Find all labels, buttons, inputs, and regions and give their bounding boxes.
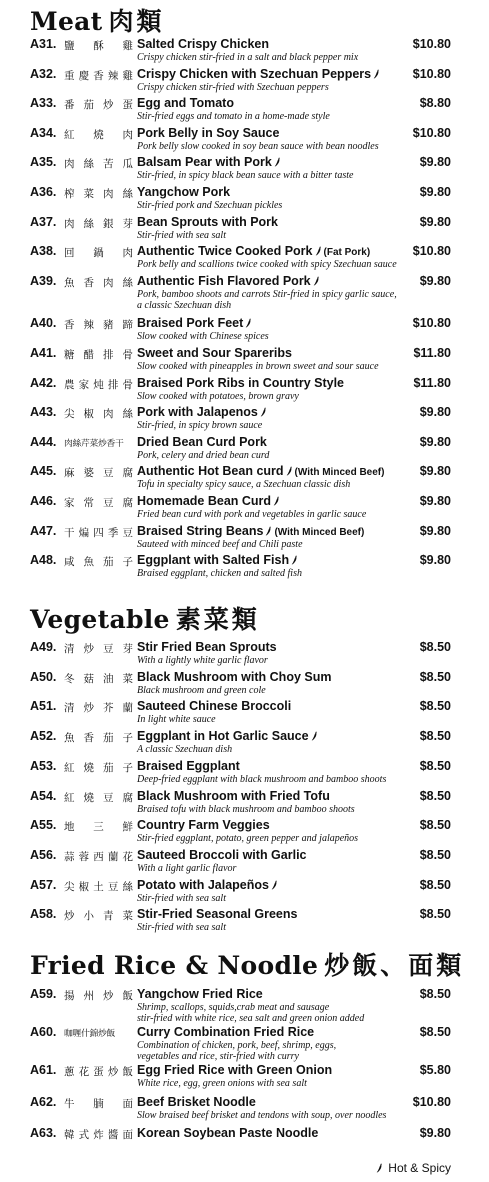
item-price: $9.80 — [419, 464, 451, 479]
item-name-text: Korean Soybean Paste Noodle — [137, 1125, 319, 1140]
item-description — [137, 170, 427, 181]
item-code: A63. — [30, 1125, 57, 1140]
item-chinese-name: 牛腩面 — [64, 1097, 133, 1110]
menu-item — [0, 1126, 489, 1156]
item-code: A52. — [30, 729, 57, 744]
item-name-text: Authentic Fish Flavored Pork — [137, 273, 311, 288]
item-name — [137, 405, 269, 419]
menu-item — [0, 96, 489, 126]
item-description-line: With a lightly white garlic flavor — [137, 655, 268, 666]
item-name — [137, 1025, 314, 1039]
item-name-text: Beef Brisket Noodle — [137, 1094, 256, 1109]
item-description-line: Stir-fried eggs and tomato in a home-made style — [137, 111, 330, 123]
item-description-line: Braised tofu with black mushroom and bamboo shoots — [137, 803, 355, 815]
item-description-line: Black mushroom and green cole — [137, 684, 266, 696]
item-description — [137, 479, 427, 490]
item-code: A60. — [30, 1025, 57, 1040]
item-name-text: Egg and Tomato — [137, 96, 234, 111]
item-name-text: Bean Sprouts with Pork — [137, 214, 278, 229]
item-description — [137, 361, 427, 372]
menu-item — [0, 699, 489, 729]
item-code: A53. — [30, 758, 57, 773]
item-price: $8.50 — [419, 818, 451, 833]
item-name — [137, 1095, 256, 1109]
item-price: $11.80 — [413, 375, 451, 390]
menu-item — [0, 818, 489, 848]
item-name — [137, 729, 320, 743]
item-price: $8.50 — [419, 758, 451, 773]
item-chinese-name: 魚香肉絲 — [64, 276, 133, 289]
item-price: $9.80 — [419, 523, 451, 538]
item-name-text: Pork with Jalapenos — [137, 405, 258, 420]
section-title-zh: 炒飯、面類 — [324, 951, 465, 980]
item-description-line: Pork belly slow cooked in soy bean sauce with bean noodles — [137, 140, 379, 152]
item-price: $9.80 — [419, 405, 451, 420]
item-name — [137, 878, 280, 892]
chili-pepper-icon — [260, 407, 267, 417]
item-code: A48. — [30, 553, 57, 568]
item-name-text: Black Mushroom with Choy Sum — [137, 669, 332, 684]
item-price: $8.50 — [419, 788, 451, 803]
item-name — [137, 67, 382, 81]
item-description-line: Pork, celery and dried bean curd — [137, 449, 270, 461]
item-name — [137, 699, 291, 713]
section-title-fried-rice-noodle — [30, 946, 464, 982]
item-chinese-name: 蒜蓉西蘭花 — [64, 850, 133, 863]
chili-pepper-icon — [291, 555, 298, 565]
item-name-text: Sweet and Sour Spareribs — [137, 346, 292, 360]
menu-item — [0, 553, 489, 583]
menu-item — [0, 524, 489, 554]
item-description — [137, 1078, 427, 1089]
item-name-text: Sauteed Broccoli with Garlic — [137, 847, 307, 862]
item-description-line: Crispy chicken stir-fried with Szechuan peppers — [137, 81, 329, 93]
item-name-text: Country Farm Veggies — [137, 818, 270, 833]
item-description-line: Slow cooked with Chinese spices — [137, 331, 269, 343]
item-chinese-name: 咸魚茄子 — [64, 556, 133, 569]
item-name-text: Braised Eggplant — [137, 758, 240, 773]
item-description-line: vegetables and rice, stir-fried with curry — [137, 1051, 299, 1063]
item-code: A43. — [30, 405, 57, 420]
item-name — [137, 789, 330, 803]
item-name-text: Stir Fried Bean Sprouts — [137, 640, 277, 654]
menu-item — [0, 789, 489, 819]
item-chinese-name: 韓式炸醬面 — [64, 1128, 133, 1141]
item-code: A32. — [30, 66, 57, 81]
spicy-legend — [374, 1161, 451, 1175]
item-price: $8.50 — [419, 847, 451, 862]
item-price: $9.80 — [419, 155, 451, 170]
item-description-line: Stir-fried pork and Szechuan pickles — [137, 200, 283, 211]
item-price: $8.50 — [419, 907, 451, 922]
item-name-text: Braised String Beans — [137, 523, 264, 538]
menu-item — [0, 640, 489, 670]
item-description — [137, 744, 427, 755]
item-price: $10.80 — [412, 244, 451, 259]
item-name — [137, 96, 234, 110]
item-description — [137, 289, 427, 311]
item-description-line: stir-fried with white rice, sea salt and green onion added — [137, 1013, 365, 1024]
item-name — [137, 759, 240, 773]
item-chinese-name: 尖椒肉絲 — [64, 408, 133, 421]
item-code: A41. — [30, 346, 57, 360]
item-chinese-name: 冬菇油菜 — [64, 672, 133, 685]
item-name-text: Curry Combination Fried Rice — [137, 1025, 315, 1040]
chili-pepper-icon — [245, 318, 252, 328]
item-name — [137, 274, 322, 288]
item-description-line: Combination of chicken, pork, beef, shrimp, eggs, — [137, 1040, 337, 1052]
menu-item — [0, 244, 489, 274]
item-name-text: Pork Belly in Soy Sauce — [137, 125, 280, 140]
item-code: A58. — [30, 907, 57, 922]
item-price: $9.80 — [419, 553, 451, 568]
item-chinese-name: 麻婆豆腐 — [64, 467, 133, 480]
item-name — [137, 185, 230, 199]
menu-item — [0, 405, 489, 435]
menu-item — [0, 1063, 489, 1093]
item-description-line: a classic Szechuan dish — [137, 299, 232, 311]
item-description — [137, 774, 427, 785]
item-code: A33. — [30, 96, 57, 111]
item-description-line: Stir-fried with sea salt — [137, 922, 226, 934]
item-description-line: Crispy chicken stir-fried in a salt and black pepper mix — [137, 52, 359, 63]
item-name-text: Eggplant with Salted Fish — [137, 553, 290, 568]
item-name-text: Homemade Bean Curd — [137, 494, 272, 508]
item-name — [137, 316, 254, 330]
item-description — [137, 200, 427, 211]
item-name — [137, 670, 331, 684]
item-description-line: In light white sauce — [137, 714, 216, 726]
item-price: $9.80 — [419, 434, 451, 449]
item-description — [137, 450, 427, 461]
item-code: A49. — [30, 640, 57, 654]
item-description-line: Sauteed with minced beef and Chili paste — [137, 538, 303, 550]
item-chinese-name: 重慶香辣雞 — [64, 69, 133, 82]
menu-item — [0, 376, 489, 406]
item-description-line: Stir-fried, in spicy black bean sauce with a bitter taste — [137, 170, 354, 182]
item-name — [137, 346, 292, 360]
item-chinese-name: 番茄炒蛋 — [64, 99, 133, 112]
item-name-text: Braised Pork Feet — [137, 316, 244, 331]
item-price: $10.80 — [412, 316, 451, 331]
item-name — [137, 37, 269, 51]
item-chinese-name: 紅燒茄子 — [64, 761, 133, 774]
item-price: $9.80 — [419, 214, 451, 229]
item-chinese-name: 肉絲苦瓜 — [64, 158, 133, 171]
menu-item — [0, 670, 489, 700]
item-chinese-name: 紅燒豆腐 — [64, 791, 133, 804]
item-name-text: Yangchow Fried Rice — [137, 987, 263, 1001]
item-description — [137, 391, 427, 402]
section-title-en: Meat — [30, 7, 103, 36]
item-description-line: Slow cooked with pineapples in brown sweet and sour sauce — [137, 361, 379, 372]
item-name — [137, 376, 344, 390]
item-description-line: Deep-fried eggplant with black mushroom and bamboo shoots — [137, 773, 387, 785]
menu-item — [0, 126, 489, 156]
item-price: $10.80 — [412, 1094, 451, 1109]
item-name — [137, 1063, 332, 1077]
item-price: $8.50 — [419, 877, 451, 892]
menu-item — [0, 729, 489, 759]
item-chinese-name: 清炒豆芽 — [64, 643, 133, 655]
item-description — [137, 833, 427, 844]
item-chinese-name: 尖椒土豆絲 — [64, 880, 133, 893]
chili-pepper-icon — [315, 246, 322, 256]
item-description-line: Stir-fried, in spicy brown sauce — [137, 420, 263, 432]
menu-item — [0, 185, 489, 215]
item-description-line: Stir-fried eggplant, potato, green pepper and jalapeños — [137, 833, 359, 845]
item-name-text: Authentic Twice Cooked Pork — [137, 244, 313, 259]
menu-item — [0, 1025, 489, 1063]
item-description-line: Stir-fried with sea salt — [137, 229, 226, 241]
item-name — [137, 524, 364, 538]
item-code: A34. — [30, 125, 57, 140]
item-description-line: A classic Szechuan dish — [137, 744, 233, 756]
item-description-line: Slow braised beef brisket and tendons with soup, over noodles — [137, 1109, 387, 1121]
item-chinese-name: 干煸四季豆 — [64, 526, 133, 539]
item-name-text: Salted Crispy Chicken — [137, 37, 269, 51]
item-name-text: Authentic Hot Bean curd — [137, 464, 284, 479]
item-code: A42. — [30, 375, 57, 390]
item-price: $11.80 — [413, 346, 451, 360]
item-price: $8.50 — [419, 729, 451, 744]
item-name — [137, 126, 279, 140]
item-description-line: Pork, bamboo shoots and carrots Stir-fried in spicy garlic sauce, — [137, 288, 397, 300]
item-code: A35. — [30, 155, 57, 170]
item-code: A54. — [30, 788, 57, 803]
item-name-text: Crispy Chicken with Szechuan Peppers — [137, 66, 372, 81]
item-code: A56. — [30, 847, 57, 862]
item-name — [137, 553, 300, 567]
item-name — [137, 494, 282, 508]
item-chinese-name: 香辣豬蹄 — [64, 319, 133, 332]
menu-item — [0, 435, 489, 465]
menu-item — [0, 316, 489, 346]
chili-pepper-icon — [274, 157, 281, 167]
chili-pepper-icon — [271, 880, 278, 890]
item-name-text: Black Mushroom with Fried Tofu — [137, 788, 330, 803]
item-chinese-name: 蔥花蛋炒飯 — [64, 1066, 133, 1079]
item-name — [137, 215, 278, 229]
item-description — [137, 685, 427, 696]
chili-pepper-icon — [311, 731, 318, 741]
item-code: A59. — [30, 987, 57, 1001]
item-chinese-name: 揚州炒飯 — [64, 990, 133, 1002]
item-description — [137, 1110, 427, 1121]
item-description — [137, 893, 427, 904]
item-chinese-name: 地三鮮 — [64, 821, 133, 834]
item-description — [137, 568, 427, 579]
item-code: A40. — [30, 316, 57, 331]
item-description-line: With a light garlic flavor — [137, 862, 237, 874]
item-chinese-name: 肉絲芹菜炒香干 — [64, 438, 124, 449]
item-name-text: Sauteed Chinese Broccoli — [137, 699, 292, 714]
item-name-text: Braised Pork Ribs in Country Style — [137, 375, 344, 390]
item-description — [137, 509, 427, 520]
item-description — [137, 863, 427, 874]
item-chinese-name: 鹽酥雞 — [64, 40, 133, 52]
legend-label: Hot & Spicy — [388, 1161, 451, 1175]
item-note: (With Minced Beef) — [274, 526, 365, 538]
item-description — [137, 420, 427, 431]
item-note: (With Minced Beef) — [294, 467, 385, 479]
chili-pepper-icon — [265, 526, 272, 536]
item-description — [137, 1002, 427, 1024]
item-description-line: Tofu in specialty spicy sauce, a Szechuan classic dish — [137, 479, 351, 491]
item-code: A38. — [30, 244, 57, 259]
item-description-line: Stir-fried with sea salt — [137, 892, 226, 904]
item-name — [137, 907, 297, 921]
section-title-meat — [30, 2, 165, 38]
menu-item — [0, 273, 489, 311]
item-description-line: Braised eggplant, chicken and salted fish — [137, 568, 302, 580]
menu-item — [0, 67, 489, 97]
item-note: (Fat Pork) — [323, 247, 371, 259]
menu-item — [0, 1095, 489, 1125]
menu-item — [0, 759, 489, 789]
item-description — [137, 539, 427, 550]
item-price: $8.50 — [419, 699, 451, 714]
item-price: $8.50 — [419, 669, 451, 684]
item-description — [137, 259, 427, 270]
item-chinese-name: 榨菜肉絲 — [64, 188, 133, 200]
item-description — [137, 141, 427, 152]
menu-item — [0, 848, 489, 878]
menu-item — [0, 907, 489, 937]
menu-item — [0, 878, 489, 908]
item-description-line: Shrimp, scallops, squids,crab meat and sausage — [137, 1002, 330, 1013]
item-price: $5.80 — [419, 1063, 451, 1078]
item-description — [137, 1040, 427, 1062]
menu-item — [0, 215, 489, 245]
item-price: $8.50 — [419, 640, 451, 654]
item-description — [137, 111, 427, 122]
item-name — [137, 1126, 318, 1140]
item-chinese-name: 肉絲銀芽 — [64, 217, 133, 230]
item-name — [137, 244, 370, 258]
item-name-text: Balsam Pear with Pork — [137, 155, 272, 170]
section-title-vegetable — [30, 600, 260, 636]
item-price: $9.80 — [419, 273, 451, 288]
item-name — [137, 818, 270, 832]
item-description-line: Fried bean curd with pork and vegetables in garlic sauce — [137, 509, 367, 520]
item-description — [137, 230, 427, 241]
menu-item — [0, 155, 489, 185]
item-code: A47. — [30, 523, 57, 538]
item-description — [137, 655, 427, 666]
menu-item — [0, 987, 489, 1024]
item-code: A45. — [30, 464, 57, 479]
item-description-line: Pork belly and scallions twice cooked with spicy Szechuan sauce — [137, 259, 397, 271]
item-name-text: Potato with Jalapeños — [137, 877, 269, 892]
item-name-text: Yangchow Pork — [137, 185, 231, 199]
chili-pepper-icon — [273, 496, 280, 506]
item-description — [137, 714, 427, 725]
item-chinese-name: 紅燒肉 — [64, 128, 133, 141]
item-description-line: White rice, egg, green onions with sea salt — [137, 1078, 307, 1090]
item-price: $9.80 — [419, 1125, 451, 1140]
item-description — [137, 52, 427, 63]
item-code: A57. — [30, 877, 57, 892]
item-price: $9.80 — [419, 494, 451, 508]
item-name — [137, 987, 263, 1001]
section-title-zh: 素菜類 — [175, 605, 260, 634]
item-name-text: Egg Fried Rice with Green Onion — [137, 1063, 333, 1078]
item-chinese-name: 回鍋肉 — [64, 247, 133, 260]
item-code: A31. — [30, 37, 57, 51]
item-chinese-name: 咖喱什錦炒飯 — [64, 1029, 115, 1040]
menu-item — [0, 346, 489, 376]
item-code: A51. — [30, 699, 57, 714]
item-price: $10.80 — [412, 37, 451, 51]
item-code: A39. — [30, 273, 57, 288]
item-description-line: Slow cooked with potatoes, brown gravy — [137, 390, 299, 402]
item-code: A61. — [30, 1063, 57, 1078]
item-name-text: Eggplant in Hot Garlic Sauce — [137, 729, 309, 744]
section-title-en: Fried Rice & Noodle — [30, 951, 319, 980]
item-name — [137, 640, 277, 654]
item-code: A36. — [30, 185, 57, 199]
item-chinese-name: 清炒芥蘭 — [64, 702, 133, 715]
chili-pepper-icon — [313, 276, 320, 286]
item-description — [137, 922, 427, 933]
section-title-en: Vegetable — [30, 605, 170, 634]
item-name — [137, 155, 283, 169]
item-code: A44. — [30, 434, 57, 449]
item-code: A55. — [30, 818, 57, 833]
item-name — [137, 848, 307, 862]
item-chinese-name: 糖醋排骨 — [64, 349, 133, 361]
chili-pepper-icon — [373, 69, 380, 79]
menu-item — [0, 37, 489, 67]
item-name-text: Dried Bean Curd Pork — [137, 434, 267, 449]
item-name — [137, 435, 267, 449]
menu-item — [0, 494, 489, 524]
item-code: A62. — [30, 1094, 57, 1109]
chili-pepper-icon — [376, 1163, 383, 1173]
menu-item — [0, 464, 489, 494]
item-price: $8.80 — [419, 96, 451, 111]
chili-pepper-icon — [286, 466, 293, 476]
item-price: $8.50 — [419, 1025, 451, 1040]
item-chinese-name: 農家炖排骨 — [64, 378, 133, 391]
item-name-text: Stir-Fried Seasonal Greens — [137, 907, 298, 922]
item-name — [137, 464, 384, 478]
item-price: $10.80 — [412, 66, 451, 81]
item-code: A37. — [30, 214, 57, 229]
section-title-zh: 肉類 — [108, 7, 165, 36]
item-chinese-name: 魚香茄子 — [64, 732, 133, 745]
item-price: $8.50 — [419, 987, 451, 1001]
item-code: A46. — [30, 494, 57, 508]
item-description — [137, 82, 427, 93]
item-code: A50. — [30, 669, 57, 684]
item-chinese-name: 炒小青菜 — [64, 910, 133, 923]
item-chinese-name: 家常豆腐 — [64, 497, 133, 509]
item-price: $10.80 — [412, 125, 451, 140]
item-description — [137, 331, 427, 342]
item-description — [137, 804, 427, 815]
item-price: $9.80 — [419, 185, 451, 199]
